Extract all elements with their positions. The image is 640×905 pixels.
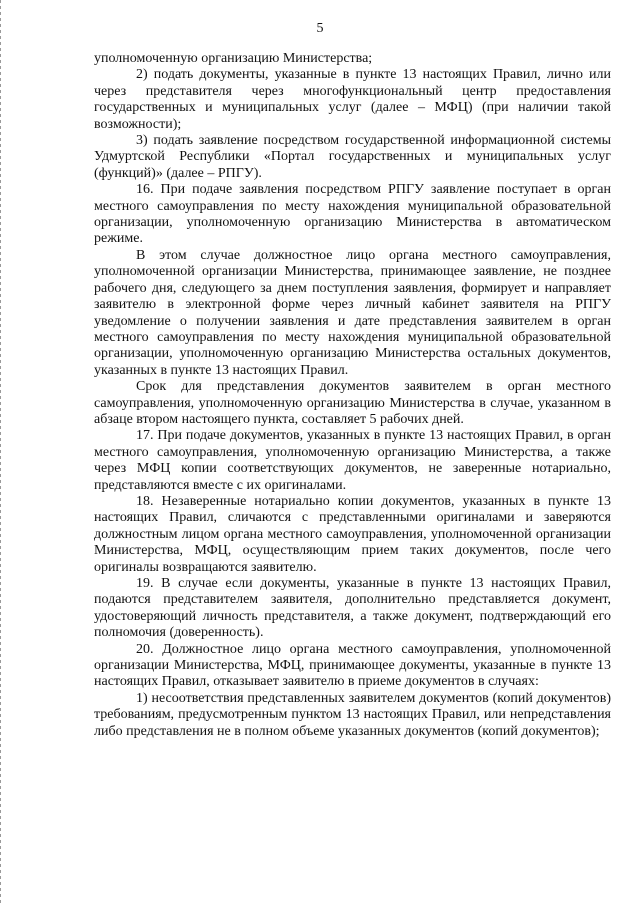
page-number: 5 xyxy=(316,21,324,36)
paragraph-18: 18. Незаверенные нотариально копии документов, указанных в пункте 13 настоящих Правил, сличаются с представленными оригиналами и заверяются должностным лицом органа местного самоуправления, уполномоченной организации Министерства, МФЦ, осуществляющим прием таких документов, после чего оригиналы возвращаются заявителю. xyxy=(94,493,611,575)
paragraph-19: 19. В случае если документы, указанные в пункте 13 настоящих Правил, подаются представителем заявителя, дополнительно представляется документ, удостоверяющий личность представителя, а также документ, подтверждающий его полномочия (доверенность). xyxy=(94,576,611,641)
paragraph-20-item-1: 1) несоответствия представленных заявителем документов (копий документов) требованиям, предусмотренным пунктом 13 настоящих Правил, или непредставления либо представления не в полном объеме указанных документов (копий документов); xyxy=(94,690,611,739)
paragraph-17: 17. При подаче документов, указанных в пункте 13 настоящих Правил, в орган местного самоуправления, уполномоченную организацию Министерства, а также через МФЦ копии соответствующих документов, не заверенные нотариально, представляются вместе с их оригиналами. xyxy=(94,428,611,493)
document-body xyxy=(94,51,611,740)
paragraph-continuation: уполномоченную организацию Министерства; xyxy=(94,51,373,66)
paragraph-20: 20. Должностное лицо органа местного самоуправления, уполномоченной организации Министерства, МФЦ, принимающее документы, указанные в пункте 13 настоящих Правил, отказывает заявителю в приеме документов в случаях: xyxy=(94,641,611,690)
paragraph-item-2: 2) подать документы, указанные в пункте 13 настоящих Правил, лично или через представителя через многофункциональный центр предоставления государственных и муниципальных услуг (далее – МФЦ) (при наличии такой возможности); xyxy=(94,67,611,132)
paragraph-item-3: 3) подать заявление посредством государственной информационной системы Удмуртской Республики «Портал государственных и муниципальных услуг (функций)» (далее – РПГУ). xyxy=(94,133,611,181)
paragraph-16: 16. При подаче заявления посредством РПГУ заявление поступает в орган местного самоуправления по месту нахождения муниципальной образовательной организации, уполномоченную организацию Министерства в автоматическом режиме. xyxy=(94,182,611,247)
paragraph-16-part-2: В этом случае должностное лицо органа местного самоуправления, уполномоченной организации Министерства, принимающее заявление, не позднее рабочего дня, следующего за днем поступления заявления, формирует и направляет заявителю в электронной форме через личный кабинет заявителя на РПГУ уведомление о получении заявления и дате представления заявителем в орган местного самоуправления по месту нахождения муниципальной образовательной организации, уполномоченную организацию Министерства остальных документов, указанных в пункте 13 настоящих Правил. xyxy=(94,247,611,378)
paragraph-16-part-3: Срок для представления документов заявителем в орган местного самоуправления, уполномоченную организацию Министерства в случае, указанном в абзаце втором настоящего пункта, составляет 5 рабочих дней. xyxy=(94,379,611,427)
left-margin-dotted-line xyxy=(0,0,1,905)
